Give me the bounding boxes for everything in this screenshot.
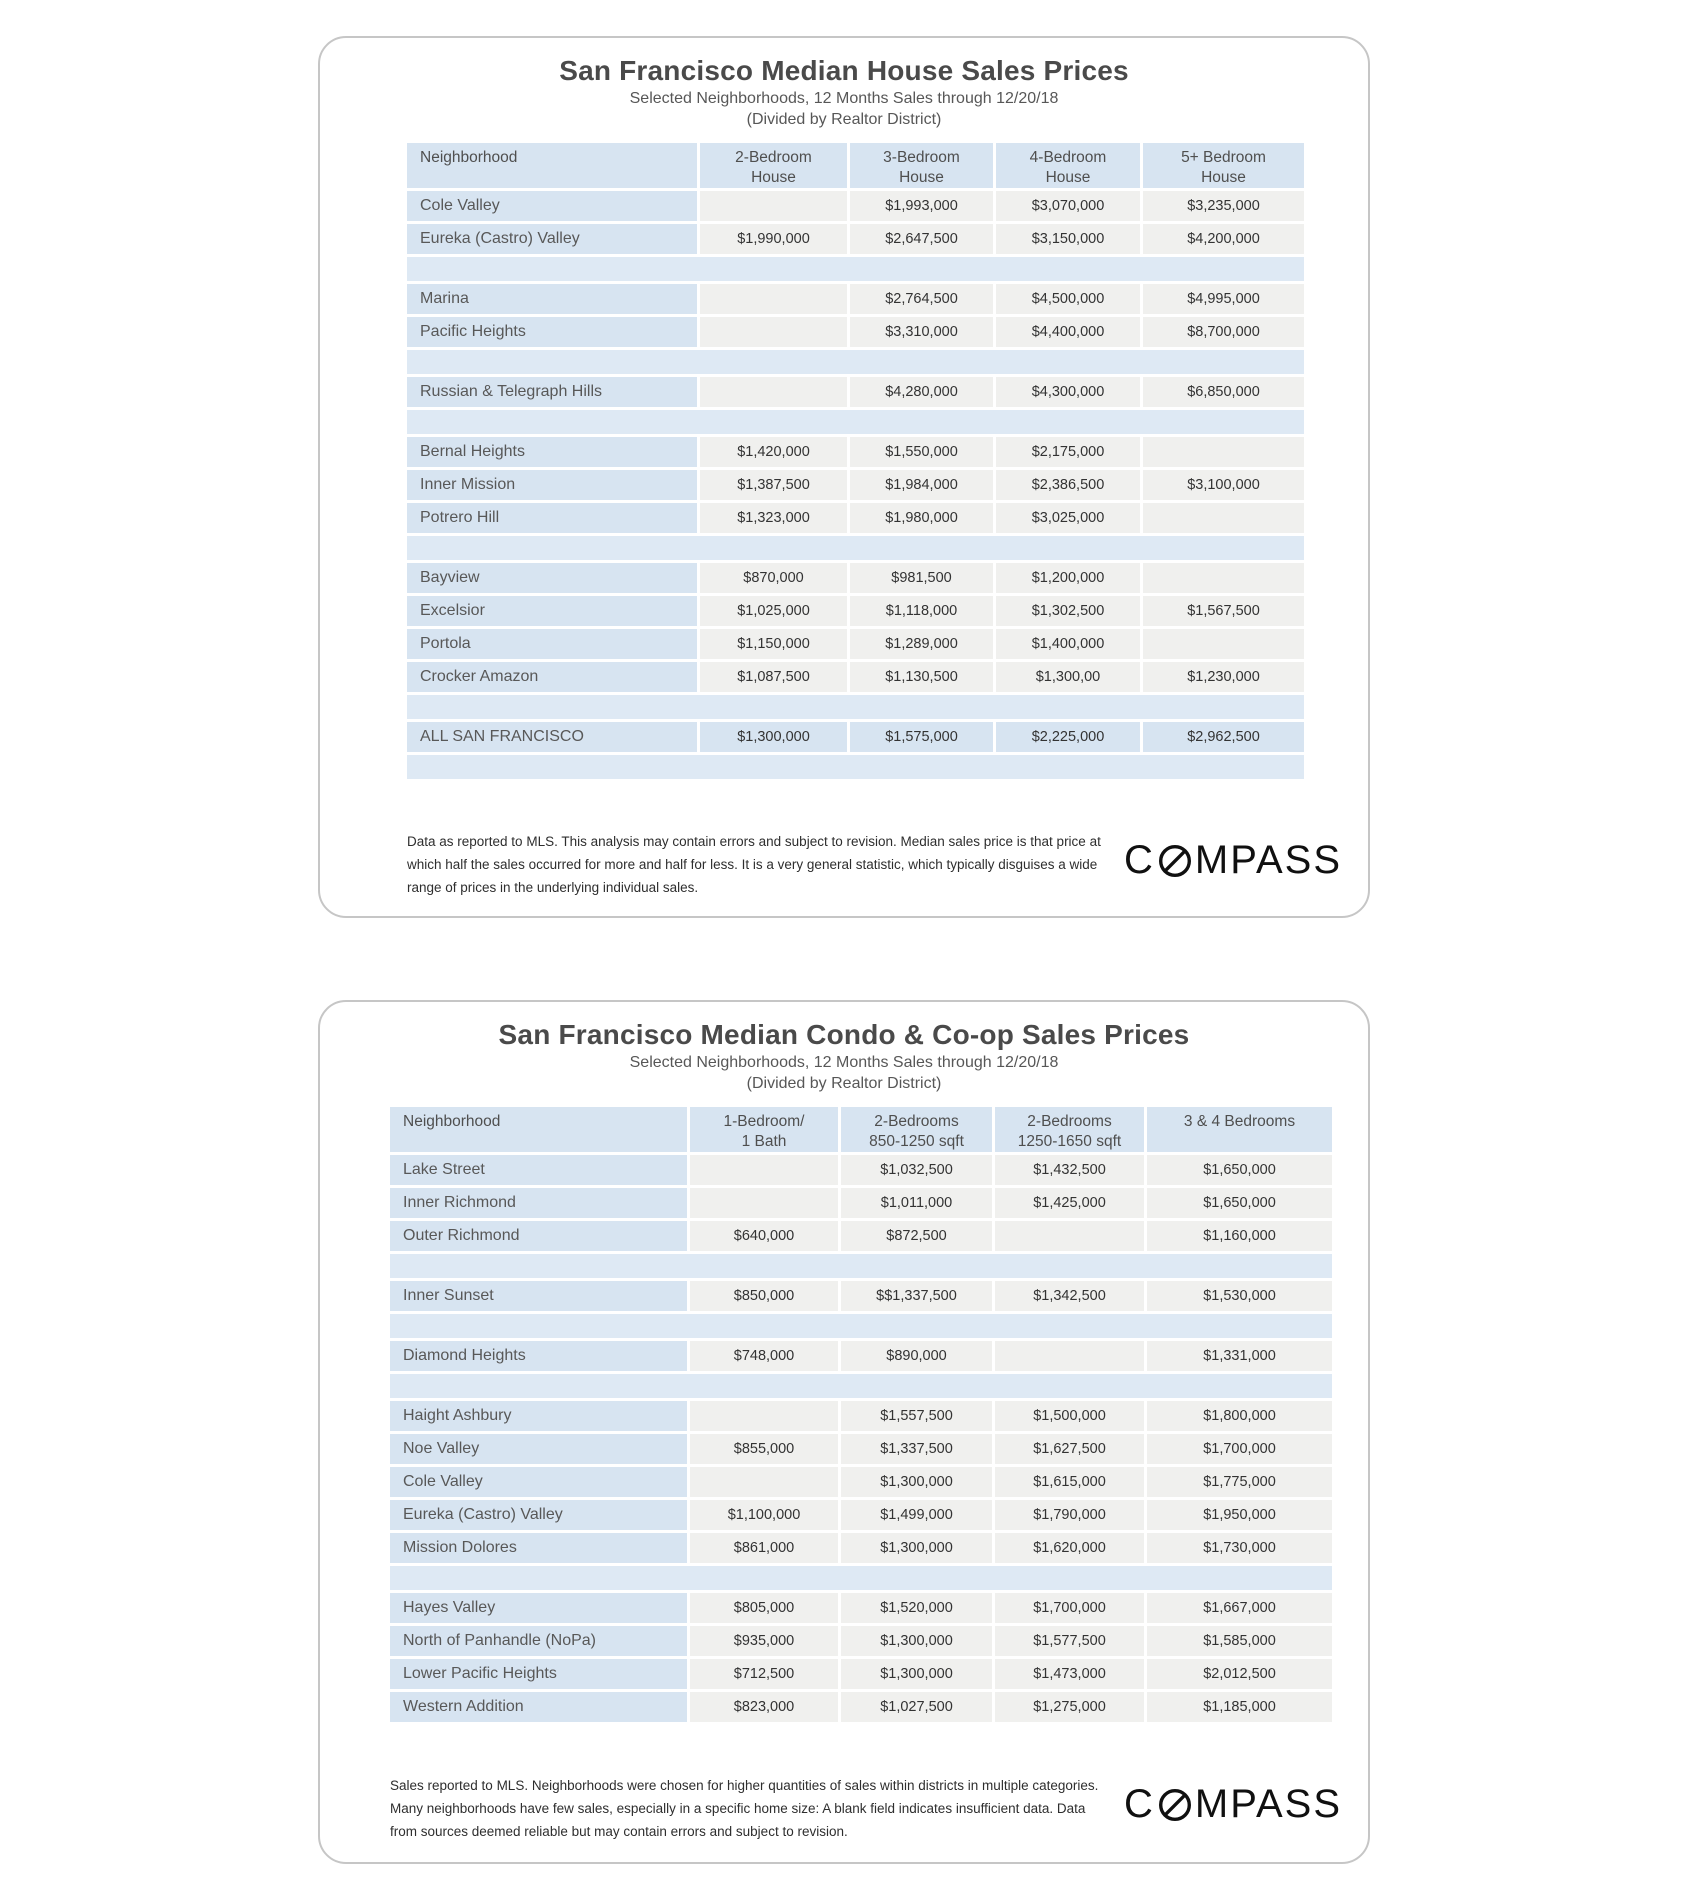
table-row: [390, 1188, 1332, 1221]
table-row: [407, 662, 1304, 695]
neighborhood-cell: Inner Sunset: [390, 1281, 687, 1314]
price-cell: $823,000: [687, 1692, 838, 1725]
column-header: 3-Bedroom House: [847, 143, 993, 191]
neighborhood-cell: Mission Dolores: [390, 1533, 687, 1566]
spacer-row: [407, 536, 1304, 563]
price-cell: $1,650,000: [1144, 1188, 1332, 1221]
price-cell: [687, 1467, 838, 1500]
price-cell: $2,012,500: [1144, 1659, 1332, 1692]
table-row: [407, 437, 1304, 470]
price-cell: $1,342,500: [992, 1281, 1144, 1314]
price-cell: $1,627,500: [992, 1434, 1144, 1467]
price-cell: $2,764,500: [847, 284, 993, 317]
neighborhood-cell: Lake Street: [390, 1155, 687, 1188]
price-cell: $1,400,000: [993, 629, 1140, 662]
price-cell: $1,011,000: [838, 1188, 992, 1221]
price-cell: $1,800,000: [1144, 1401, 1332, 1434]
condo-card-subtitle-2: (Divided by Realtor District): [746, 1075, 942, 1092]
price-cell: $861,000: [687, 1533, 838, 1566]
price-cell: $1,520,000: [838, 1593, 992, 1626]
price-cell: $890,000: [838, 1341, 992, 1374]
price-cell: $1,700,000: [1144, 1434, 1332, 1467]
price-cell: $3,025,000: [993, 503, 1140, 536]
price-cell: [697, 317, 847, 350]
price-cell: $$1,337,500: [838, 1281, 992, 1314]
spacer-row: [407, 257, 1304, 284]
spacer-cell: [407, 410, 1304, 437]
price-cell: $870,000: [697, 563, 847, 596]
table-row: [407, 722, 1304, 755]
price-cell: [687, 1188, 838, 1221]
price-cell: $855,000: [687, 1434, 838, 1467]
price-cell: $1,950,000: [1144, 1500, 1332, 1533]
spacer-row: [407, 410, 1304, 437]
price-cell: $2,962,500: [1140, 722, 1304, 755]
price-cell: $1,790,000: [992, 1500, 1144, 1533]
column-header: Neighborhood: [407, 143, 697, 191]
neighborhood-cell: Eureka (Castro) Valley: [407, 224, 697, 257]
spacer-cell: [407, 755, 1304, 782]
table-row: [407, 629, 1304, 662]
price-cell: $1,577,500: [992, 1626, 1144, 1659]
condo-card-disclaimer: Sales reported to MLS. Neighborhoods were chosen for higher quantities of sales within districts in multiple categories. Many neighborhoods have few sales, especially in a specific home size: A blank field indicates insufficient data. Data from sources deemed reliable but may contain errors and subject to revision.: [390, 1778, 1099, 1839]
price-cell: $1,984,000: [847, 470, 993, 503]
price-cell: $712,500: [687, 1659, 838, 1692]
spacer-cell: [390, 1566, 1332, 1593]
neighborhood-cell: Cole Valley: [390, 1467, 687, 1500]
price-cell: $3,310,000: [847, 317, 993, 350]
compass-logo: [1124, 838, 1342, 883]
column-header: 2-Bedrooms 850-1250 sqft: [838, 1107, 992, 1155]
compass-o-icon: [1157, 1787, 1193, 1823]
price-cell: [697, 377, 847, 410]
price-cell: $1,160,000: [1144, 1221, 1332, 1254]
price-cell: $1,530,000: [1144, 1281, 1332, 1314]
column-header: 5+ Bedroom House: [1140, 143, 1304, 191]
price-cell: $1,032,500: [838, 1155, 992, 1188]
price-cell: $1,185,000: [1144, 1692, 1332, 1725]
spacer-cell: [407, 536, 1304, 563]
table-header-row: [407, 143, 1304, 191]
price-cell: $1,980,000: [847, 503, 993, 536]
price-cell: $3,100,000: [1140, 470, 1304, 503]
neighborhood-cell: Noe Valley: [390, 1434, 687, 1467]
neighborhood-cell: Crocker Amazon: [407, 662, 697, 695]
neighborhood-cell: Hayes Valley: [390, 1593, 687, 1626]
price-cell: $805,000: [687, 1593, 838, 1626]
table-row: [390, 1593, 1332, 1626]
price-cell: $1,775,000: [1144, 1467, 1332, 1500]
table-row: [407, 191, 1304, 224]
price-cell: $2,647,500: [847, 224, 993, 257]
spacer-cell: [390, 1254, 1332, 1281]
price-cell: $872,500: [838, 1221, 992, 1254]
price-cell: $1,387,500: [697, 470, 847, 503]
house-card-disclaimer: Data as reported to MLS. This analysis may contain errors and subject to revision. Median sales price is that price at which half the sales occurred for more and half for less. It is a very general statistic, which typically disguises a wide range of prices in the underlying individual sales.: [407, 834, 1101, 895]
price-cell: $1,585,000: [1144, 1626, 1332, 1659]
price-cell: $3,150,000: [993, 224, 1140, 257]
neighborhood-cell: Potrero Hill: [407, 503, 697, 536]
price-cell: $1,990,000: [697, 224, 847, 257]
house-card-subtitle-2: (Divided by Realtor District): [746, 111, 942, 128]
table-row: [390, 1692, 1332, 1725]
price-cell: $1,425,000: [992, 1188, 1144, 1221]
table-row: [407, 224, 1304, 257]
price-cell: $3,235,000: [1140, 191, 1304, 224]
price-cell: $1,432,500: [992, 1155, 1144, 1188]
neighborhood-cell: Eureka (Castro) Valley: [390, 1500, 687, 1533]
price-cell: $1,550,000: [847, 437, 993, 470]
house-price-table: [407, 143, 1304, 782]
compass-wordmark-prefix: C: [1124, 1782, 1155, 1826]
price-cell: $1,993,000: [847, 191, 993, 224]
table-row: [390, 1221, 1332, 1254]
price-cell: $1,025,000: [697, 596, 847, 629]
neighborhood-cell: Excelsior: [407, 596, 697, 629]
price-cell: $1,087,500: [697, 662, 847, 695]
table-row: [390, 1434, 1332, 1467]
price-cell: $4,400,000: [993, 317, 1140, 350]
price-cell: $1,300,000: [838, 1659, 992, 1692]
condo-card-subtitle: Selected Neighborhoods, 12 Months Sales through 12/20/18: [629, 1054, 1059, 1071]
column-header: 1-Bedroom/ 1 Bath: [687, 1107, 838, 1155]
price-cell: [697, 191, 847, 224]
price-cell: $1,300,000: [838, 1533, 992, 1566]
house-card-subtitle: Selected Neighborhoods, 12 Months Sales through 12/20/18: [629, 90, 1059, 107]
condo-card-footer: [390, 1774, 1342, 1843]
price-cell: [697, 284, 847, 317]
price-cell: [687, 1155, 838, 1188]
price-cell: $748,000: [687, 1341, 838, 1374]
price-cell: $1,615,000: [992, 1467, 1144, 1500]
price-cell: $640,000: [687, 1221, 838, 1254]
price-cell: $1,275,000: [992, 1692, 1144, 1725]
price-cell: $2,386,500: [993, 470, 1140, 503]
neighborhood-cell: Bernal Heights: [407, 437, 697, 470]
condo-card-title: San Francisco Median Condo & Co-op Sales Prices: [498, 1019, 1190, 1050]
price-cell: $1,300,000: [697, 722, 847, 755]
price-cell: $1,700,000: [992, 1593, 1144, 1626]
table-row: [407, 284, 1304, 317]
neighborhood-cell: Cole Valley: [407, 191, 697, 224]
neighborhood-cell: Marina: [407, 284, 697, 317]
column-header: 4-Bedroom House: [993, 143, 1140, 191]
price-cell: $1,100,000: [687, 1500, 838, 1533]
spacer-row: [390, 1254, 1332, 1281]
price-cell: $1,331,000: [1144, 1341, 1332, 1374]
price-cell: $1,302,500: [993, 596, 1140, 629]
spacer-cell: [407, 350, 1304, 377]
spacer-row: [390, 1314, 1332, 1341]
spacer-cell: [407, 257, 1304, 284]
price-cell: [1140, 437, 1304, 470]
neighborhood-cell: Diamond Heights: [390, 1341, 687, 1374]
neighborhood-cell: Inner Richmond: [390, 1188, 687, 1221]
price-cell: $1,027,500: [838, 1692, 992, 1725]
price-cell: $1,118,000: [847, 596, 993, 629]
column-header: 2-Bedrooms 1250-1650 sqft: [992, 1107, 1144, 1155]
neighborhood-cell: ALL SAN FRANCISCO: [407, 722, 697, 755]
column-header: 2-Bedroom House: [697, 143, 847, 191]
price-cell: $1,300,000: [838, 1467, 992, 1500]
neighborhood-cell: Haight Ashbury: [390, 1401, 687, 1434]
neighborhood-cell: Russian & Telegraph Hills: [407, 377, 697, 410]
table-row: [390, 1341, 1332, 1374]
table-row: [390, 1533, 1332, 1566]
price-cell: $935,000: [687, 1626, 838, 1659]
price-cell: $1,667,000: [1144, 1593, 1332, 1626]
price-cell: $1,557,500: [838, 1401, 992, 1434]
price-cell: $1,300,000: [838, 1626, 992, 1659]
neighborhood-cell: Portola: [407, 629, 697, 662]
price-cell: $1,650,000: [1144, 1155, 1332, 1188]
price-cell: $1,150,000: [697, 629, 847, 662]
price-cell: [1140, 503, 1304, 536]
price-cell: $1,567,500: [1140, 596, 1304, 629]
table-row: [390, 1401, 1332, 1434]
spacer-cell: [407, 695, 1304, 722]
price-cell: [687, 1401, 838, 1434]
house-card-footer: [407, 830, 1342, 899]
price-cell: $2,225,000: [993, 722, 1140, 755]
neighborhood-cell: Inner Mission: [407, 470, 697, 503]
price-cell: $8,700,000: [1140, 317, 1304, 350]
price-cell: $1,230,000: [1140, 662, 1304, 695]
price-cell: $4,995,000: [1140, 284, 1304, 317]
spacer-row: [407, 755, 1304, 782]
house-card-title: San Francisco Median House Sales Prices: [559, 55, 1129, 86]
neighborhood-cell: Outer Richmond: [390, 1221, 687, 1254]
house-sales-card: [318, 36, 1370, 918]
price-cell: $4,500,000: [993, 284, 1140, 317]
column-header: Neighborhood: [390, 1107, 687, 1155]
table-row: [407, 563, 1304, 596]
price-cell: $4,300,000: [993, 377, 1140, 410]
condo-price-table: [390, 1107, 1332, 1725]
price-cell: $1,289,000: [847, 629, 993, 662]
spacer-row: [390, 1566, 1332, 1593]
price-cell: $1,337,500: [838, 1434, 992, 1467]
column-header: 3 & 4 Bedrooms: [1144, 1107, 1332, 1155]
price-cell: $1,420,000: [697, 437, 847, 470]
compass-wordmark-prefix: C: [1124, 838, 1155, 882]
price-cell: [1140, 629, 1304, 662]
price-cell: $4,200,000: [1140, 224, 1304, 257]
spacer-cell: [390, 1374, 1332, 1401]
spacer-row: [407, 350, 1304, 377]
table-row: [390, 1281, 1332, 1314]
neighborhood-cell: North of Panhandle (NoPa): [390, 1626, 687, 1659]
spacer-row: [390, 1374, 1332, 1401]
compass-logo: [1124, 1782, 1342, 1827]
table-row: [390, 1467, 1332, 1500]
price-cell: $4,280,000: [847, 377, 993, 410]
price-cell: $1,499,000: [838, 1500, 992, 1533]
neighborhood-cell: Pacific Heights: [407, 317, 697, 350]
price-cell: $1,575,000: [847, 722, 993, 755]
table-row: [407, 596, 1304, 629]
table-row: [407, 377, 1304, 410]
table-row: [390, 1155, 1332, 1188]
price-cell: $1,200,000: [993, 563, 1140, 596]
price-cell: [1140, 563, 1304, 596]
price-cell: $850,000: [687, 1281, 838, 1314]
price-cell: $3,070,000: [993, 191, 1140, 224]
table-row: [390, 1659, 1332, 1692]
table-row: [390, 1500, 1332, 1533]
price-cell: $2,175,000: [993, 437, 1140, 470]
table-row: [407, 470, 1304, 503]
price-cell: $1,473,000: [992, 1659, 1144, 1692]
compass-o-icon: [1157, 843, 1193, 879]
price-cell: [992, 1221, 1144, 1254]
price-cell: $1,500,000: [992, 1401, 1144, 1434]
price-cell: $981,500: [847, 563, 993, 596]
price-cell: $6,850,000: [1140, 377, 1304, 410]
price-cell: $1,730,000: [1144, 1533, 1332, 1566]
spacer-cell: [390, 1314, 1332, 1341]
price-cell: $1,323,000: [697, 503, 847, 536]
table-row: [407, 503, 1304, 536]
price-cell: $1,300,00: [993, 662, 1140, 695]
price-cell: [992, 1341, 1144, 1374]
price-cell: $1,130,500: [847, 662, 993, 695]
table-header-row: [390, 1107, 1332, 1155]
compass-wordmark-suffix: MPASS: [1194, 1782, 1342, 1826]
compass-wordmark-suffix: MPASS: [1194, 838, 1342, 882]
neighborhood-cell: Western Addition: [390, 1692, 687, 1725]
table-row: [390, 1626, 1332, 1659]
table-row: [407, 317, 1304, 350]
price-cell: $1,620,000: [992, 1533, 1144, 1566]
spacer-row: [407, 695, 1304, 722]
condo-sales-card: [318, 1000, 1370, 1864]
neighborhood-cell: Lower Pacific Heights: [390, 1659, 687, 1692]
neighborhood-cell: Bayview: [407, 563, 697, 596]
